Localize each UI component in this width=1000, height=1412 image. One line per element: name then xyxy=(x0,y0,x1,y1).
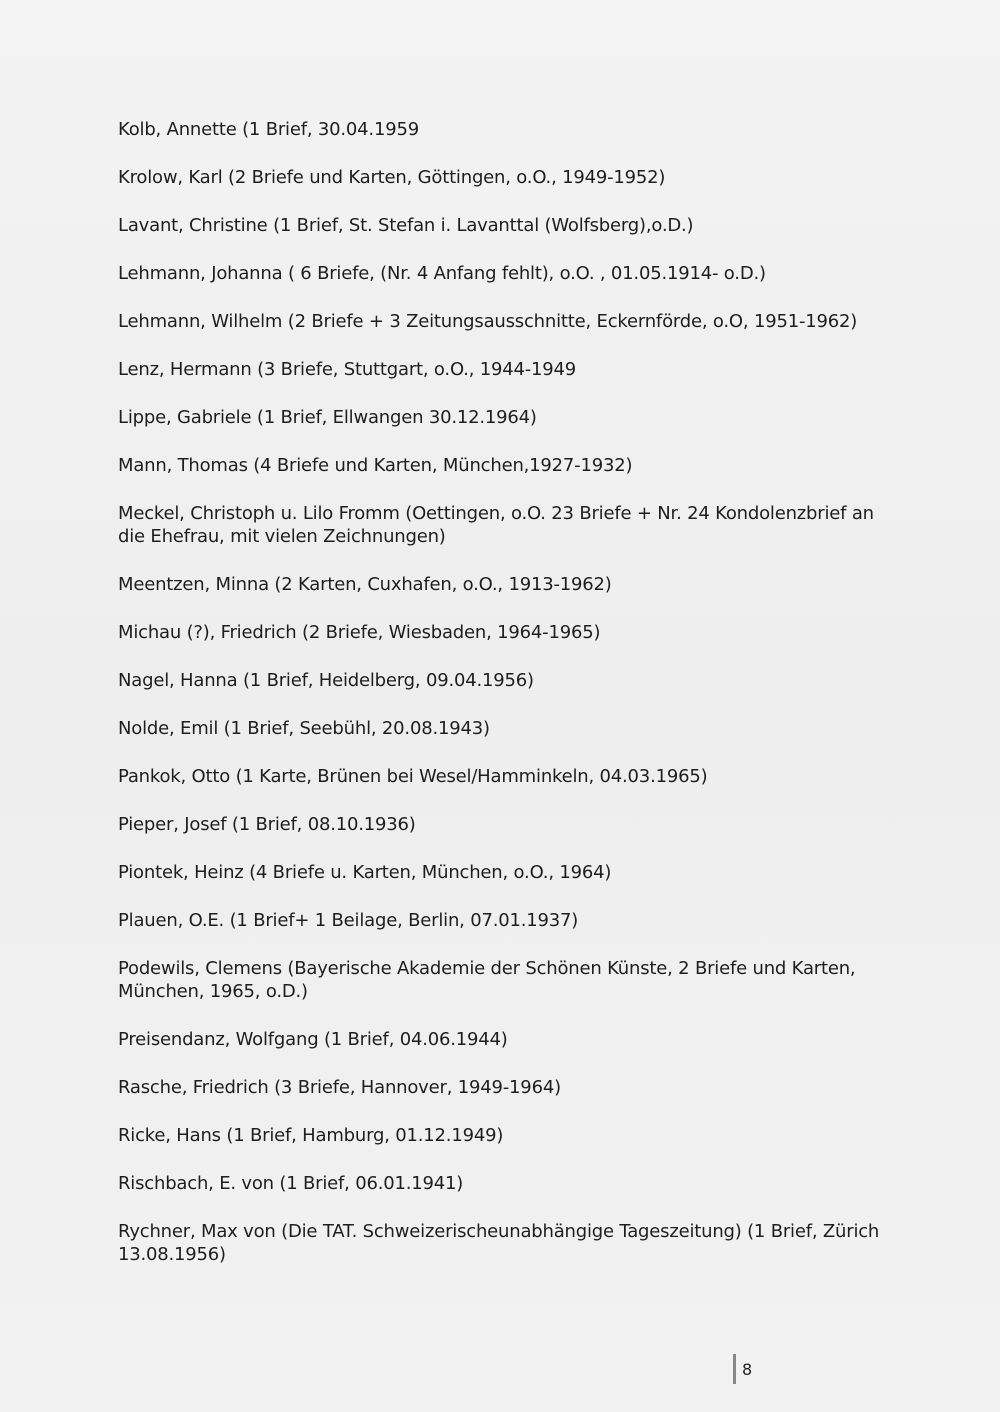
list-item: Michau (?), Friedrich (2 Briefe, Wiesbaden, 1964-1965) xyxy=(118,622,601,643)
list-item: Rychner, Max von (Die TAT. Schweizerischeunabhängige Tageszeitung) (1 Brief, Zürich 13.08.1956) xyxy=(118,1221,880,1265)
correspondence-list xyxy=(118,118,898,1291)
list-item: Meckel, Christoph u. Lilo Fromm (Oettingen, o.O. 23 Briefe + Nr. 24 Kondolenzbrief an die Ehefrau, mit vielen Zeichnungen) xyxy=(118,503,874,547)
list-item: Lippe, Gabriele (1 Brief, Ellwangen 30.12.1964) xyxy=(118,407,537,428)
list-item: Nagel, Hanna (1 Brief, Heidelberg, 09.04.1956) xyxy=(118,670,534,691)
list-item: Piontek, Heinz (4 Briefe u. Karten, München, o.O., 1964) xyxy=(118,862,612,883)
list-item: Nolde, Emil (1 Brief, Seebühl, 20.08.1943) xyxy=(118,718,490,739)
list-item: Preisendanz, Wolfgang (1 Brief, 04.06.1944) xyxy=(118,1029,508,1050)
list-item: Lavant, Christine (1 Brief, St. Stefan i. Lavanttal (Wolfsberg),o.D.) xyxy=(118,215,694,236)
list-item: Rasche, Friedrich (3 Briefe, Hannover, 1949-1964) xyxy=(118,1077,561,1098)
list-item: Mann, Thomas (4 Briefe und Karten, München,1927-1932) xyxy=(118,455,633,476)
list-item: Meentzen, Minna (2 Karten, Cuxhafen, o.O., 1913-1962) xyxy=(118,574,612,595)
list-item: Krolow, Karl (2 Briefe und Karten, Göttingen, o.O., 1949-1952) xyxy=(118,167,666,188)
page-footer xyxy=(733,1354,752,1384)
list-item: Rischbach, E. von (1 Brief, 06.01.1941) xyxy=(118,1173,464,1194)
list-item: Ricke, Hans (1 Brief, Hamburg, 01.12.1949) xyxy=(118,1125,504,1146)
list-item: Pankok, Otto (1 Karte, Brünen bei Wesel/Hamminkeln, 04.03.1965) xyxy=(118,766,708,787)
page-number-rule xyxy=(733,1354,736,1384)
list-item: Lehmann, Johanna ( 6 Briefe, (Nr. 4 Anfang fehlt), o.O. , 01.05.1914- o.D.) xyxy=(118,263,766,284)
list-item: Lehmann, Wilhelm (2 Briefe + 3 Zeitungsausschnitte, Eckernförde, o.O, 1951-1962) xyxy=(118,311,858,332)
list-item: Podewils, Clemens (Bayerische Akademie der Schönen Künste, 2 Briefe und Karten, München, 1965, o.D.) xyxy=(118,958,856,1002)
list-item: Plauen, O.E. (1 Brief+ 1 Beilage, Berlin, 07.01.1937) xyxy=(118,910,579,931)
list-item: Kolb, Annette (1 Brief, 30.04.1959 xyxy=(118,119,419,140)
list-item: Pieper, Josef (1 Brief, 08.10.1936) xyxy=(118,814,416,835)
list-item: Lenz, Hermann (3 Briefe, Stuttgart, o.O., 1944-1949 xyxy=(118,359,577,380)
page-number: 8 xyxy=(742,1359,753,1379)
